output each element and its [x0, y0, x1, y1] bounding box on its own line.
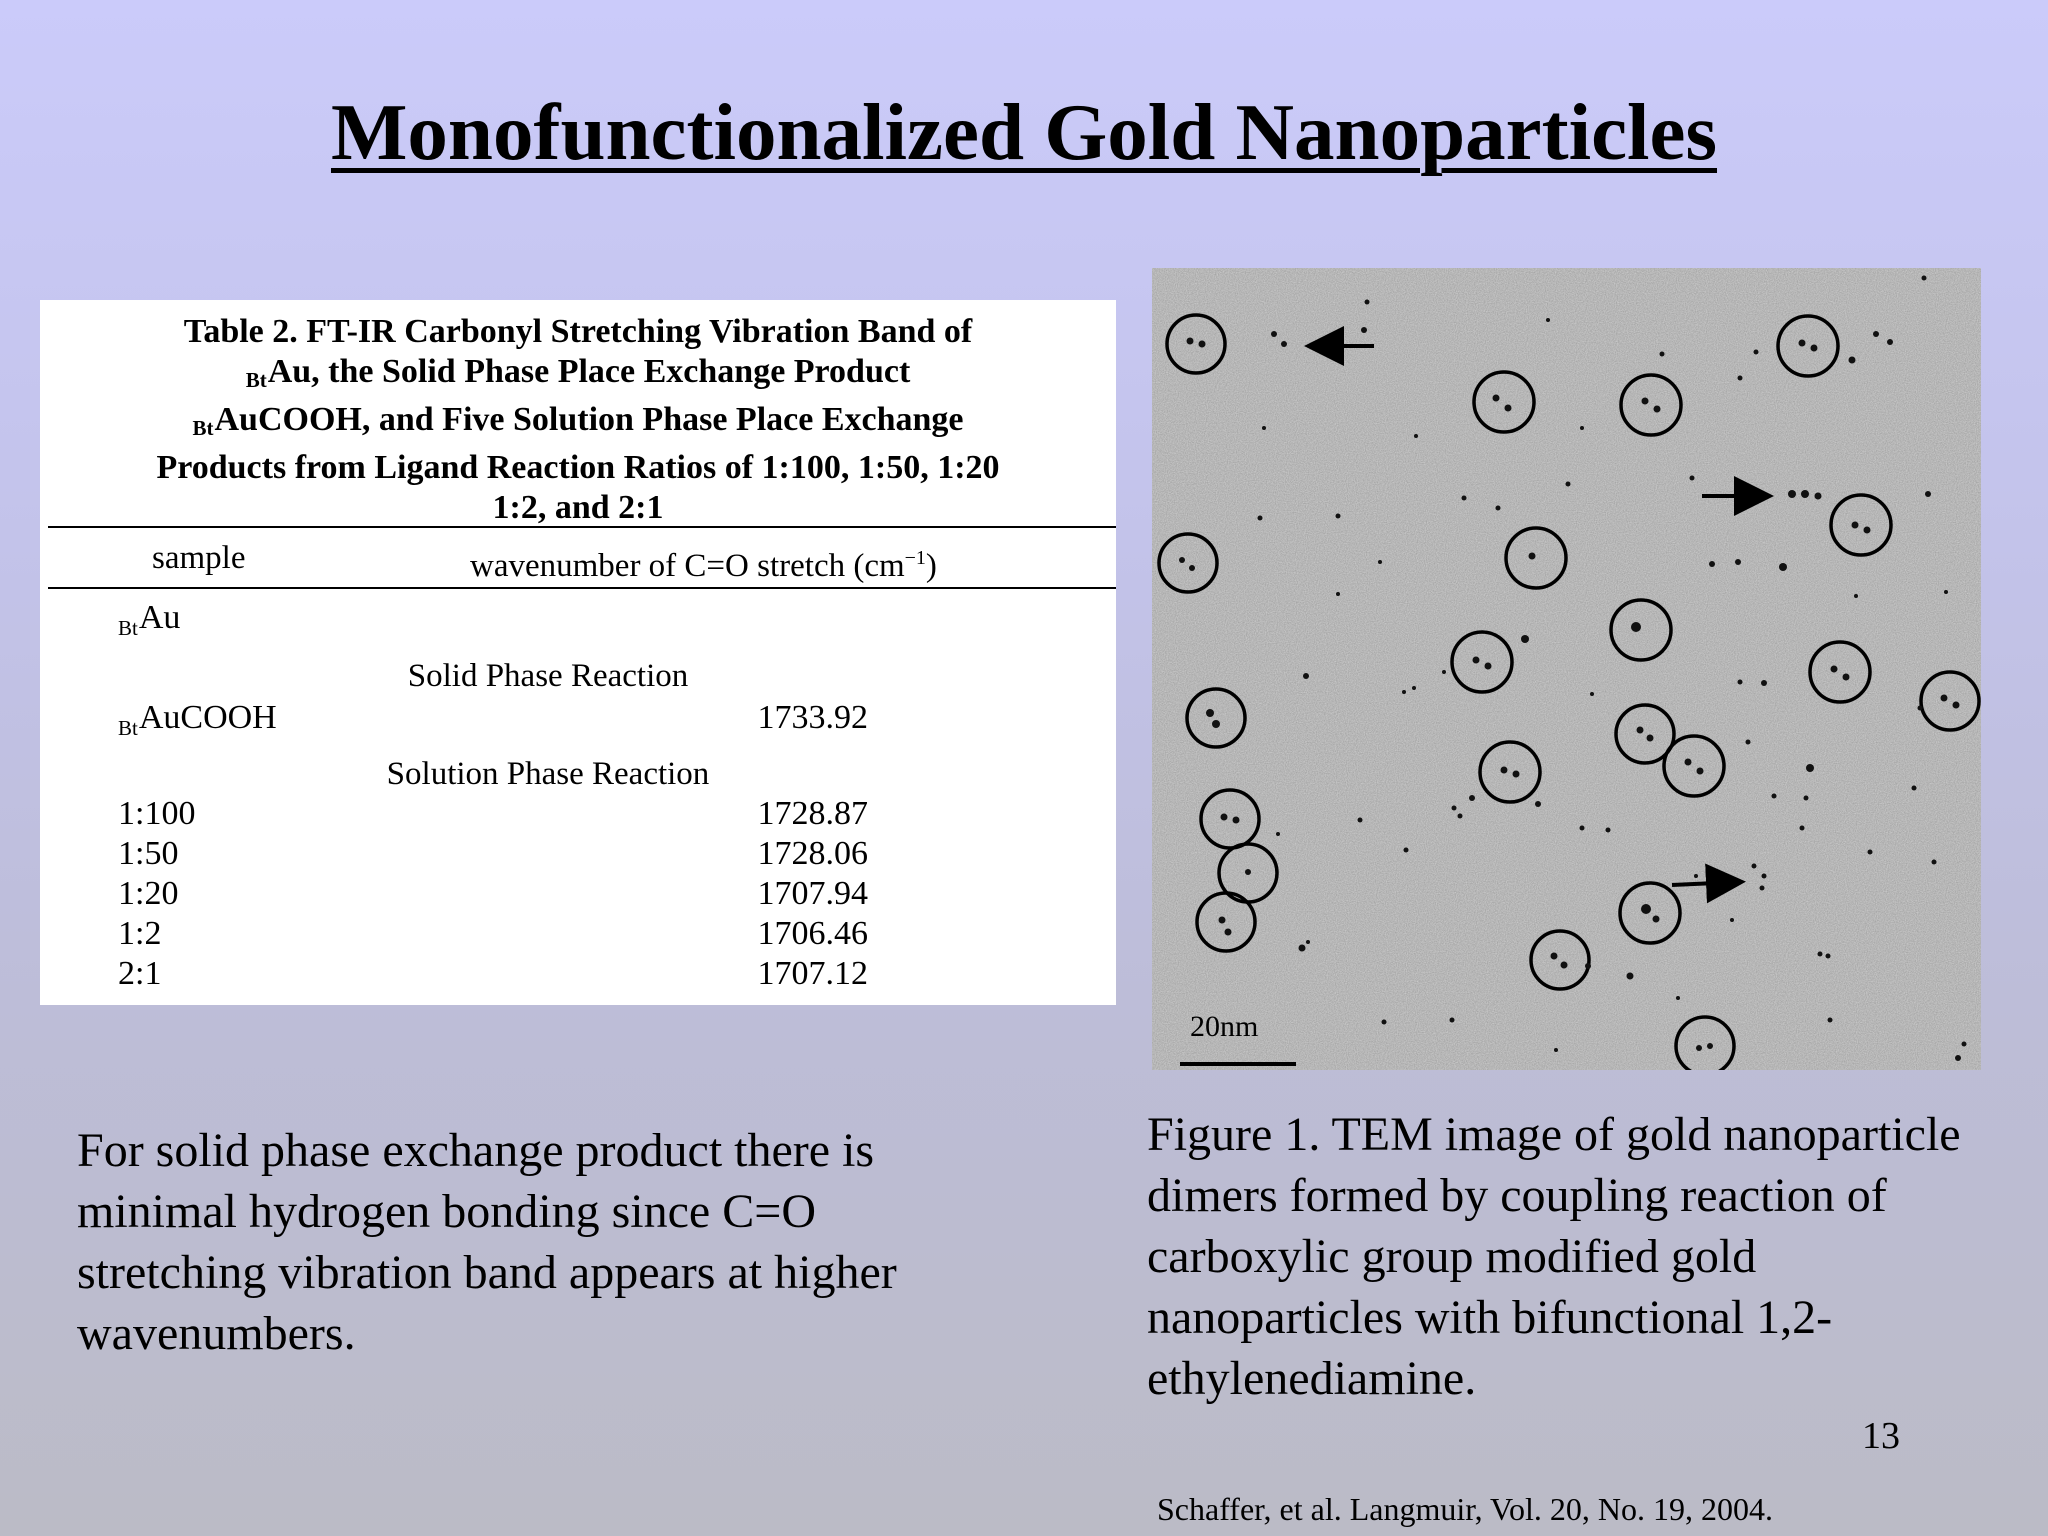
table-caption-line-3	[40, 400, 1116, 448]
tem-micrograph	[1152, 268, 1981, 1070]
table-caption	[40, 312, 1116, 528]
row-ratio-1-2: 1:2	[118, 915, 162, 952]
row-ratio-1-20: 1:20	[118, 875, 179, 912]
slide-number: 13	[1862, 1415, 1900, 1457]
slide-title: Monofunctionalized Gold Nanoparticles	[330, 87, 1718, 177]
column-header-wavenumber	[470, 538, 937, 586]
row-btaucooh-value: 1733.92	[757, 699, 868, 736]
figure-caption-line-2: dimers formed by coupling reaction of	[1147, 1169, 1887, 1222]
body-text-line-1: For solid phase exchange product there is	[77, 1124, 875, 1177]
column-header-sample: sample	[152, 540, 246, 576]
sample-label: Au	[138, 599, 181, 636]
figure-caption	[1147, 1104, 2037, 1409]
row-ratio-1-100: 1:100	[118, 795, 196, 832]
table-caption-line-4: Products from Ligand Reaction Ratios of 1:100, 1:50, 1:20	[156, 449, 1000, 486]
table-top-rule	[48, 526, 1116, 528]
row-btaucooh-sample	[118, 698, 277, 748]
figure-caption-line-5: ethylenediamine.	[1147, 1352, 1477, 1405]
row-ratio-1-50: 1:50	[118, 835, 179, 872]
wavenumber-header-close: )	[925, 548, 937, 584]
table-caption-line-2	[40, 352, 1116, 400]
caption-text: AuCOOH, and Five Solution Phase Place Exchange	[214, 401, 964, 438]
body-text	[77, 1120, 997, 1364]
row-value-2-1: 1707.12	[757, 955, 868, 992]
tem-grain	[1152, 268, 1981, 1070]
section-solid-phase: Solid Phase Reaction	[407, 658, 689, 694]
caption-subscript: Bt	[192, 416, 214, 440]
body-text-line-4: wavenumbers.	[77, 1307, 356, 1360]
figure-caption-line-3: carboxylic group modified gold	[1147, 1230, 1757, 1283]
body-text-line-3: stretching vibration band appears at higher	[77, 1246, 897, 1299]
row-value-1-2: 1706.46	[757, 915, 868, 952]
row-value-1-50: 1728.06	[757, 835, 868, 872]
table-caption-line-5: 1:2, and 2:1	[492, 489, 664, 526]
tem-micrograph-svg	[1152, 268, 1981, 1070]
citation: Schaffer, et al. Langmuir, Vol. 20, No. 19, 2004.	[1157, 1491, 1774, 1527]
figure-caption-line-4: nanoparticles with bifunctional 1,2-	[1147, 1291, 1833, 1344]
table-header-rule	[48, 587, 1116, 589]
figure-caption-line-1: Figure 1. TEM image of gold nanoparticle	[1147, 1108, 1961, 1161]
sample-subscript: Bt	[118, 616, 138, 640]
ir-table-image	[40, 300, 1116, 1005]
sample-label: AuCOOH	[138, 699, 277, 736]
wavenumber-header-superscript: −1	[904, 547, 926, 569]
wavenumber-header-text: wavenumber of C=O stretch (cm	[470, 548, 905, 584]
row-ratio-2-1: 2:1	[118, 955, 162, 992]
caption-subscript: Bt	[245, 368, 267, 392]
row-value-1-20: 1707.94	[757, 875, 868, 912]
caption-text: Au, the Solid Phase Place Exchange Product	[267, 353, 911, 390]
row-value-1-100: 1728.87	[757, 795, 868, 832]
body-text-line-2: minimal hydrogen bonding since C=O	[77, 1185, 816, 1238]
sample-subscript: Bt	[118, 716, 138, 740]
section-solution-phase: Solution Phase Reaction	[386, 756, 710, 792]
table-caption-line-1: Table 2. FT-IR Carbonyl Stretching Vibration Band of	[183, 313, 973, 350]
row-btau-sample	[118, 598, 180, 648]
scale-bar-label: 20nm	[1190, 1010, 1259, 1043]
